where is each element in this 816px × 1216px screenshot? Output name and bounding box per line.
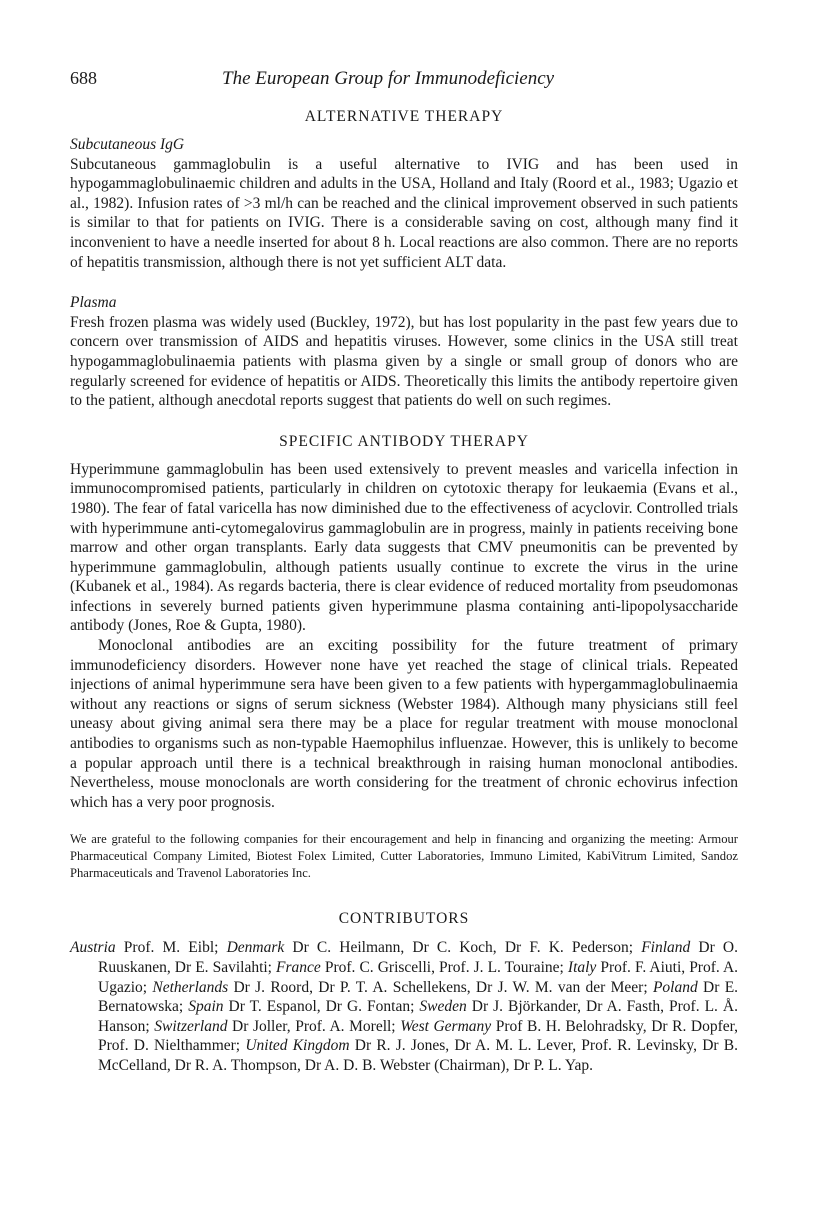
section-heading-contributors: CONTRIBUTORS (338, 910, 470, 928)
section-heading-specific-antibody-therapy: SPECIFIC ANTIBODY THERAPY (279, 432, 529, 450)
acknowledgement: We are grateful to the following companies for their encouragement and help in financing and organizing the meeting: Armour Pharmaceutical Company Limited, Biotest Folex Limited, Cutter Laboratories, Immuno Limited, KabiVitrum Limited, Sandoz Pharmaceuticals and Travenol Laboratories Inc. (70, 832, 738, 881)
section-heading-alternative-therapy: ALTERNATIVE THERAPY (304, 108, 504, 125)
contributor-country: Denmark (226, 939, 285, 957)
contributor-names: Dr C. Heilmann, Dr C. Koch, Dr F. K. Pederson; (292, 939, 634, 957)
contributor-names: Prof. C. Griscelli, Prof. J. L. Touraine; (324, 959, 564, 976)
contributor-names: Dr J. Björkander, Dr A. Fasth, Prof. L. Å. Hanson; (98, 998, 738, 1035)
subheading-plasma: Plasma (70, 294, 117, 312)
contributor-country: France (276, 959, 321, 976)
contributor-names: Dr E. Bernatowska; (98, 978, 739, 1016)
paragraph-subcutaneous-igg: Subcutaneous gammaglobulin is a useful alternative to IVIG and has been used in hypogammaglobulinaemic children and adults in the USA, Holland and Italy (Roord et al., 1983; Ugazio et al., 1982). Infusion rates of >3 ml/h can be reached and the clinical improvement observed in such patients is similar to that for patients on IVIG. There is a considerable saving on cost, although many find it inconvenient to have a needle inserted for about 8 h. Local reactions are also common. There are no reports of hepatitis transmission, although there is not yet sufficient ALT data. (70, 155, 738, 271)
contributor-country: West Germany (400, 1017, 492, 1035)
paragraph-hyperimmune: Hyperimmune gammaglobulin has been used extensively to prevent measles and varicella infection in immunocompromised patients, particularly in children on cytotoxic therapy for leukaemia (Evans et al., 1980). The fear of fatal varicella has now diminished due to the effectiveness of acyclovir. Controlled trials with hyperimmune anti-cytomegalovirus gammaglobulin are in progress, mainly in patients receiving bone marrow and other organ transplants. Early data suggests that CMV pneumonitis can be prevented by hyperimmune gammaglobulin, although patients usually continue to excrete the virus in the urine (Kubanek et al., 1984). As regards bacteria, there is clear evidence of reduced mortality from pseudomonas infections in severely burned patients given hyperimmune plasma containing anti-lipopolysaccharide antibody (Jones, Roe & Gupta, 1980). (70, 460, 738, 635)
contributor-names: Prof. F. Aiuti, Prof. A. Ugazio; (98, 959, 739, 996)
contributor-names: Dr T. Espanol, Dr G. Fontan; (228, 998, 415, 1016)
contributor-country: Italy (567, 959, 597, 976)
journal-page (70, 68, 738, 1076)
contributor-country: United Kingdom (245, 1037, 350, 1055)
contributor-country: Finland (641, 939, 691, 957)
paragraph-plasma: Fresh frozen plasma was widely used (Buckley, 1972), but has lost popularity in the past few years due to concern over transmission of AIDS and hepatitis viruses. However, some clinics in the USA still treat hypogammaglobulinaemia patients with plasma given by a single or small group of donors who are regularly screened for evidence of hepatitis or AIDS. Theoretically this limits the antibody repertoire given to the patient, although anecdotal reports suggest that patients do well on such regimes. (70, 313, 738, 410)
subheading-subcutaneous-igg: Subcutaneous IgG (70, 136, 185, 153)
contributor-country: Spain (188, 998, 224, 1016)
contributor-names: Prof. M. Eibl; (123, 939, 219, 957)
contributor-country: Austria (70, 939, 116, 957)
contributor-names: Dr R. J. Jones, Dr A. M. L. Lever, Prof. R. Levinsky, Dr B. McCelland, Dr R. A. Thompson, Dr A. D. B. Webster (Chairman), Dr P. L. Yap. (98, 1037, 738, 1074)
contributor-names: Dr Joller, Prof. A. Morell; (232, 1017, 396, 1035)
contributor-country: Netherlands (152, 978, 229, 996)
contributor-names: Dr J. Roord, Dr P. T. A. Schellekens, Dr J. W. M. van der Meer; (233, 978, 648, 996)
contributor-country: Poland (652, 978, 698, 996)
contributor-names: Prof B. H. Belohradsky, Dr R. Dopfer, Prof. D. Nielthammer; (98, 1017, 739, 1055)
contributor-names: Dr O. Ruuskanen, Dr E. Savilahti; (98, 939, 738, 976)
paragraph-monoclonal: Monoclonal antibodies are an exciting possibility for the future treatment of primary immunodeficiency disorders. However none have yet reached the stage of clinical trials. Repeated injections of animal hyperimmune sera have been given to a few patients with hypergammaglobulinaemia without any reactions or signs of serum sickness (Webster 1984). Although many physicians still feel uneasy about giving animal sera there may be a place for regular treatment with mouse monoclonal antibodies to organisms such as non-typable Haemophilus influenzae. However, this is unlikely to become a popular approach until there is a technical breakthrough in raising human monoclonal antibodies. Nevertheless, mouse monoclonals are worth considering for the treatment of chronic echovirus infection which has a very poor prognosis. (70, 637, 738, 811)
page-number: 688 (70, 68, 97, 88)
running-title: The European Group for Immunodeficiency (222, 68, 555, 89)
contributors-list (70, 938, 738, 1075)
contributor-country: Sweden (419, 998, 467, 1016)
contributor-country: Switzerland (154, 1017, 228, 1035)
page-header (70, 68, 738, 98)
